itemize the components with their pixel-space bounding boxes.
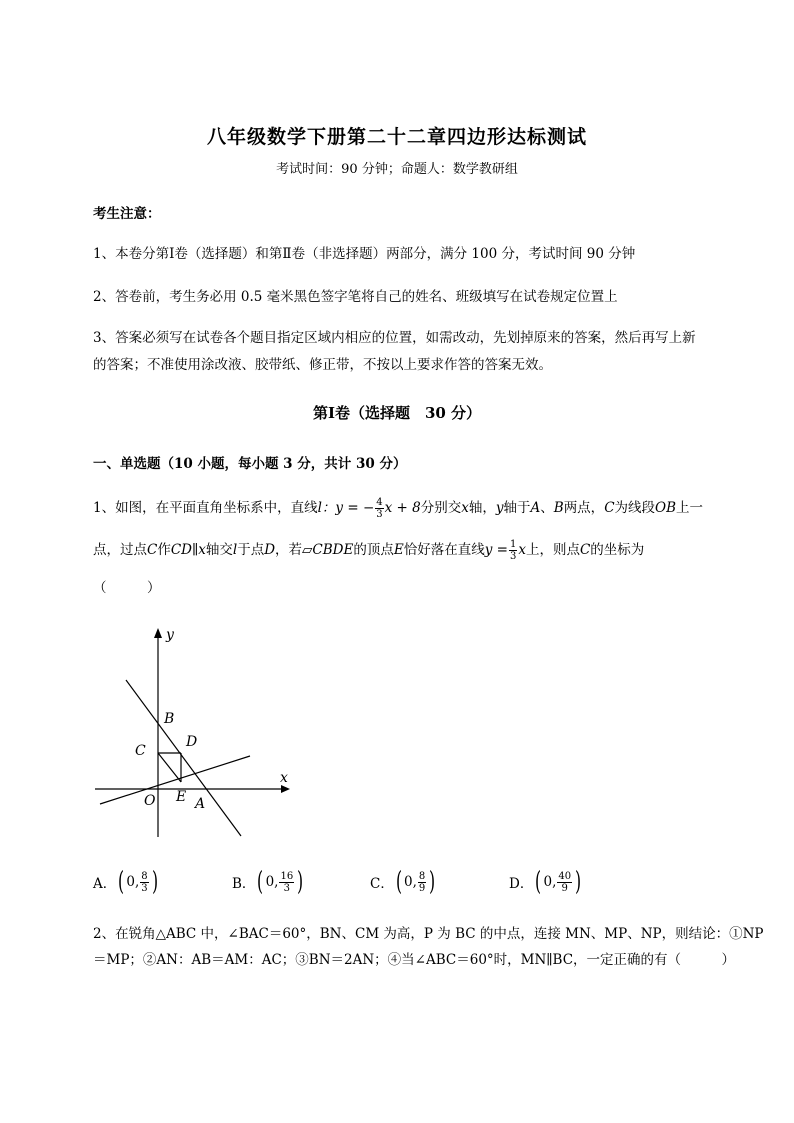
question-1-answer-blank: （ ） [93,580,161,596]
label-b: B [164,711,175,727]
label-y: y [166,627,174,643]
label-x: x [280,770,288,786]
option-d[interactable]: D．( 0, $\frac{40}{9}$ ) [509,867,582,897]
label-d: D [186,734,198,750]
fraction-1-3: $\frac{1}{3}$ [509,539,517,562]
question-2-line2: ＝MP；②AN：AB＝AM：AC；③BN＝2AN；④当∠ABC＝60°时，MN∥BC，一定正确的有（ ） [93,952,736,968]
fraction-4-3: $\frac{4}{3}$ [376,497,383,520]
notice-item-1: 1、本卷分第Ⅰ卷（选择题）和第Ⅱ卷（非选择题）两部分，满分 100 分，考试时间 90 分钟 [93,246,636,262]
part-heading: 一、单选题（10 小题，每小题 3 分，共计 30 分） [93,456,407,472]
label-a: A [195,796,206,812]
label-e: E [176,789,187,805]
question-1-line2: 点，过点C作CD∥x轴交l于点D，若▱CBDE的顶点E恰好落在直线y = $\frac{1}{3}$ x上，则点C的坐标为 [93,539,645,562]
label-c: C [135,743,146,759]
line-y-third-x [100,756,250,804]
exam-subtitle: 考试时间：90 分钟；命题人：数学教研组 [276,162,518,177]
x-axis-arrow [281,785,290,793]
notice-item-3-line2: 的答案；不准使用涂改液、胶带纸、修正带，不按以上要求作答的答案无效。 [93,357,552,373]
notice-item-2: 2、答卷前，考生务必用 0.5 毫米黑色签字笔将自己的姓名、班级填写在试卷规定位置上 [93,289,618,305]
y-axis-arrow [154,628,162,638]
question-2-line1: 2、在锐角△ABC 中，∠BAC＝60°，BN、CM 为高，P 为 BC 的中点，连接 MN、MP、NP，则结论：①NP [93,926,764,942]
section-title: 第Ⅰ卷（选择题 30 分） [312,404,482,422]
option-b[interactable]: B．( 0, $\frac{16}{3}$ ) [232,867,304,897]
page-title: 八年级数学下册第二十二章四边形达标测试 [206,126,587,148]
option-c[interactable]: C．( 0, $\frac{8}{9}$ ) [370,867,436,897]
label-o: O [144,793,156,809]
notice-heading: 考生注意： [93,206,161,222]
segment-ce [158,753,181,782]
notice-item-3-line1: 3、答案必须写在试卷各个题目指定区域内相应的位置，如需改动，先划掉原来的答案，然后再写上新 [93,330,696,346]
coordinate-figure [90,622,300,844]
question-1-line1: 1、如图，在平面直角坐标系中，直线l：y = − $\frac{4}{3}$ x + 8分别交x轴，y轴于A、B两点，C为线段OB上一 [93,497,704,520]
option-a[interactable]: A．( 0, $\frac{8}{3}$ ) [93,867,158,897]
